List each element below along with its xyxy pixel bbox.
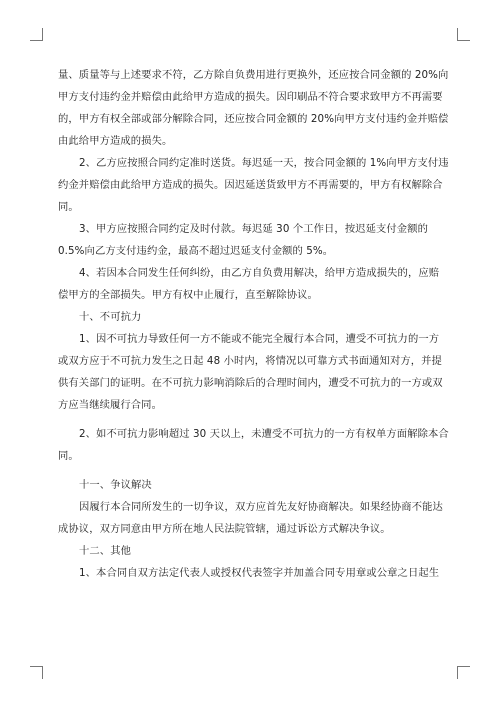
crop-mark-top-left	[30, 28, 43, 41]
crop-mark-bottom-left	[30, 666, 43, 679]
text-line: 约金并赔偿由此给甲方造成的损失。因迟延送货致甲方不再需要的，甲方有权解除合	[58, 179, 443, 191]
text-line: 2、乙方应按照合同约定准时送货。每迟延一天，按合同金额的 1%向甲方支付违	[79, 157, 449, 169]
paragraph-force-majeure-2	[58, 423, 449, 467]
text-line: 2、如不可抗力影响超过 30 天以上，未遭受不可抗力的一方有权单方面解除本合	[79, 428, 449, 440]
text-line: 甲方支付违约金并赔偿由此给甲方造成的损失。因印刷品不符合要求致甲方不再需要	[58, 91, 443, 103]
text-line: 1、本合同自双方法定代表人或授权代表签字并加盖合同专用章或公章之日起生	[79, 567, 440, 579]
paragraph-other-1	[58, 562, 438, 584]
text-line: 0.5%向乙方支付违约金，最高不超过迟延支付金额的 5%。	[58, 245, 334, 257]
paragraph-dispute-resolution	[58, 496, 443, 540]
crop-mark-bottom-right	[457, 666, 470, 679]
text-line: 因履行本合同所发生的一切争议，双方应首先友好协商解决。如果经协商不能达	[79, 501, 443, 513]
section-heading-other	[58, 540, 438, 562]
text-line: 同。	[58, 450, 79, 462]
section-heading-force-majeure	[58, 306, 438, 328]
heading-text: 十二、其他	[79, 545, 131, 557]
text-line: 或双方应于不可抗力发生之日起 48 小时内，将情况以可靠方式书面通知对方，并提	[58, 355, 442, 367]
paragraph-payment-delay	[58, 218, 438, 262]
text-line: 同。	[58, 201, 79, 213]
text-line: 成协议，双方同意由甲方所在地人民法院管辖，通过诉讼方式解决争议。	[58, 523, 391, 535]
paragraph-quality-breach	[58, 64, 449, 152]
contract-body	[58, 64, 449, 584]
text-line: 由此给甲方造成的损失。	[58, 135, 173, 147]
text-line: 量、质量等与上述要求不符，乙方除自负费用进行更换外，还应按合同金额的 20%向	[58, 69, 449, 81]
section-heading-dispute-resolution	[58, 474, 438, 496]
heading-text: 十、不可抗力	[79, 311, 142, 323]
text-line: 偿甲方的全部损失。甲方有权中止履行，直至解除协议。	[58, 289, 318, 301]
paragraph-delivery-delay	[58, 152, 449, 218]
text-line: 的，甲方有权全部或部分解除合同，还应按合同金额的 20%向甲方支付违约金并赔偿	[58, 113, 449, 125]
text-line: 1、因不可抗力导致任何一方不能或不能完全履行本合同，遭受不可抗力的一方	[79, 333, 440, 345]
text-line: 3、甲方应按照合同约定及时付款。每迟延 30 个工作日，按迟延支付金额的	[79, 223, 429, 235]
crop-mark-top-right	[457, 28, 470, 41]
text-line: 方应当继续履行合同。	[58, 399, 162, 411]
text-line: 供有关部门的证明。在不可抗力影响消除后的合理时间内，遭受不可抗力的一方或双	[58, 377, 443, 389]
text-line: 4、若因本合同发生任何纠纷，由乙方自负费用解决，给甲方造成损失的，应赔	[79, 267, 440, 279]
heading-text: 十一、争议解决	[79, 479, 152, 491]
paragraph-force-majeure-1	[58, 328, 443, 416]
paragraph-disputes-cost	[58, 262, 438, 306]
